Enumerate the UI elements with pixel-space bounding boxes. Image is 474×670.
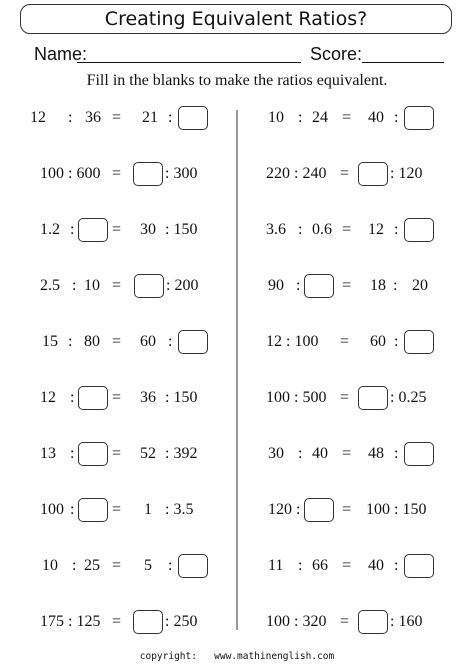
answer-box[interactable] [358, 610, 388, 634]
score-blank[interactable] [362, 62, 444, 63]
ratio-colon: : [298, 445, 303, 462]
ratio-colon: : [70, 389, 75, 406]
answer-box[interactable] [404, 554, 434, 578]
ratio-colon: : [298, 109, 303, 126]
problem-row [0, 162, 474, 186]
ratio-term: 12 [40, 389, 56, 406]
ratio-term: 30 [140, 221, 156, 238]
ratio-term: 21 [142, 109, 158, 126]
ratio-colon: : [394, 109, 399, 126]
ratio-term: 60 [140, 333, 156, 350]
answer-box[interactable] [404, 106, 434, 130]
ratio-term: 10 [268, 109, 284, 126]
ratio-colon: : [168, 557, 173, 574]
ratio-colon: : [72, 557, 77, 574]
ratio-term: : 160 [390, 613, 423, 630]
ratio-term: 66 [312, 557, 328, 574]
equals-sign: = [342, 221, 352, 238]
ratio-term: 12 [30, 109, 46, 126]
problem-row [0, 610, 474, 634]
equals-sign: = [112, 501, 122, 518]
answer-box[interactable] [304, 498, 334, 522]
ratio-term: 12 [368, 221, 384, 238]
copyright-label: copyright: [139, 651, 197, 662]
ratio-colon: : [394, 221, 399, 238]
ratio-colon: : [70, 501, 75, 518]
ratio-term: 36 [85, 109, 101, 126]
ratio-term: 15 [42, 333, 58, 350]
ratio-term: 1 [144, 501, 152, 518]
equals-sign: = [340, 333, 350, 350]
score-label: Score: [310, 44, 363, 64]
ratio-term: 52 [140, 445, 156, 462]
equals-sign: = [342, 501, 352, 518]
ratio-term: : 300 [165, 165, 198, 182]
problem-row [0, 274, 474, 298]
ratio-term: 100 : 600 [40, 165, 101, 182]
equals-sign: = [340, 389, 350, 406]
ratio-colon: : [298, 557, 303, 574]
ratio-term: 175 : 125 [40, 613, 101, 630]
name-label: Name: [34, 44, 88, 64]
ratio-colon: : [70, 221, 75, 238]
ratio-term: 1.2 [40, 221, 60, 238]
ratio-colon: : [168, 109, 173, 126]
ratio-term: 90 [268, 277, 284, 294]
equals-sign: = [112, 613, 122, 630]
equals-sign: = [112, 221, 122, 238]
ratio-term: 3.6 [266, 221, 286, 238]
site-url: www.mathinenglish.com [214, 651, 335, 662]
ratio-term: 10 [84, 277, 100, 294]
ratio-term: 100 [40, 501, 64, 518]
ratio-colon: : [394, 333, 399, 350]
ratio-colon: : [394, 557, 399, 574]
equals-sign: = [112, 165, 122, 182]
equals-sign: = [112, 557, 122, 574]
ratio-term: 40 [368, 109, 384, 126]
ratio-colon: : [393, 277, 398, 294]
problem-row [0, 330, 474, 354]
ratio-colon: : [70, 445, 75, 462]
ratio-term: 40 [312, 445, 328, 462]
problem-row [0, 442, 474, 466]
ratio-term: 220 : 240 [266, 165, 327, 182]
ratio-colon: : [394, 445, 399, 462]
ratio-term: : 250 [165, 613, 198, 630]
ratio-term: 2.5 [40, 277, 60, 294]
answer-box[interactable] [304, 274, 334, 298]
ratio-term: 100 : 500 [266, 389, 327, 406]
equals-sign: = [340, 613, 350, 630]
answer-box[interactable] [404, 218, 434, 242]
ratio-term: : 200 [166, 277, 199, 294]
equals-sign: = [342, 445, 352, 462]
equals-sign: = [342, 557, 352, 574]
ratio-colon: : [296, 277, 301, 294]
equals-sign: = [112, 445, 122, 462]
equals-sign: = [112, 389, 122, 406]
equals-sign: = [112, 333, 122, 350]
ratio-term: : 150 [165, 221, 198, 238]
equals-sign: = [340, 165, 350, 182]
ratio-term: 100 : 150 [366, 501, 427, 518]
answer-box[interactable] [358, 162, 388, 186]
problem-row [0, 386, 474, 410]
ratio-term: : 150 [165, 389, 198, 406]
equals-sign: = [342, 277, 352, 294]
ratio-term: 30 [268, 445, 284, 462]
ratio-term: 18 [370, 277, 386, 294]
ratio-term: 25 [84, 557, 100, 574]
footer [0, 651, 474, 662]
worksheet-title: Creating Equivalent Ratios? [20, 4, 452, 34]
ratio-term: 0.6 [312, 221, 332, 238]
ratio-colon: : [168, 333, 173, 350]
ratio-term: : 3.5 [165, 501, 194, 518]
ratio-colon: : [298, 221, 303, 238]
problem-row [0, 554, 474, 578]
equals-sign: = [112, 277, 122, 294]
ratio-colon: : [68, 109, 73, 126]
ratio-term: 20 [412, 277, 428, 294]
equals-sign: = [342, 109, 352, 126]
ratio-term: 40 [368, 557, 384, 574]
ratio-term: 100 : 320 [266, 613, 327, 630]
answer-box[interactable] [404, 442, 434, 466]
ratio-term: 13 [40, 445, 56, 462]
problem-row [0, 498, 474, 522]
ratio-term: 80 [84, 333, 100, 350]
answer-box[interactable] [358, 386, 388, 410]
ratio-term: 10 [42, 557, 58, 574]
column-divider [236, 110, 238, 630]
equals-sign: = [112, 109, 122, 126]
problem-row [0, 218, 474, 242]
ratio-term: 60 [370, 333, 386, 350]
ratio-term: 24 [312, 109, 328, 126]
problem-row [0, 106, 474, 130]
name-blank[interactable] [77, 62, 301, 63]
ratio-term: : 120 [390, 165, 423, 182]
ratio-colon: : [296, 501, 301, 518]
ratio-term: 5 [144, 557, 152, 574]
answer-box[interactable] [404, 330, 434, 354]
ratio-term: 120 [268, 501, 292, 518]
ratio-term: : 0.25 [390, 389, 427, 406]
ratio-term: : 392 [165, 445, 198, 462]
ratio-term: 36 [140, 389, 156, 406]
ratio-term: 11 [268, 557, 284, 574]
ratio-colon: : [72, 277, 77, 294]
ratio-term: 12 : 100 [266, 333, 319, 350]
ratio-term: 48 [368, 445, 384, 462]
ratio-colon: : [68, 333, 73, 350]
instructions: Fill in the blanks to make the ratios equivalent. [86, 72, 388, 89]
